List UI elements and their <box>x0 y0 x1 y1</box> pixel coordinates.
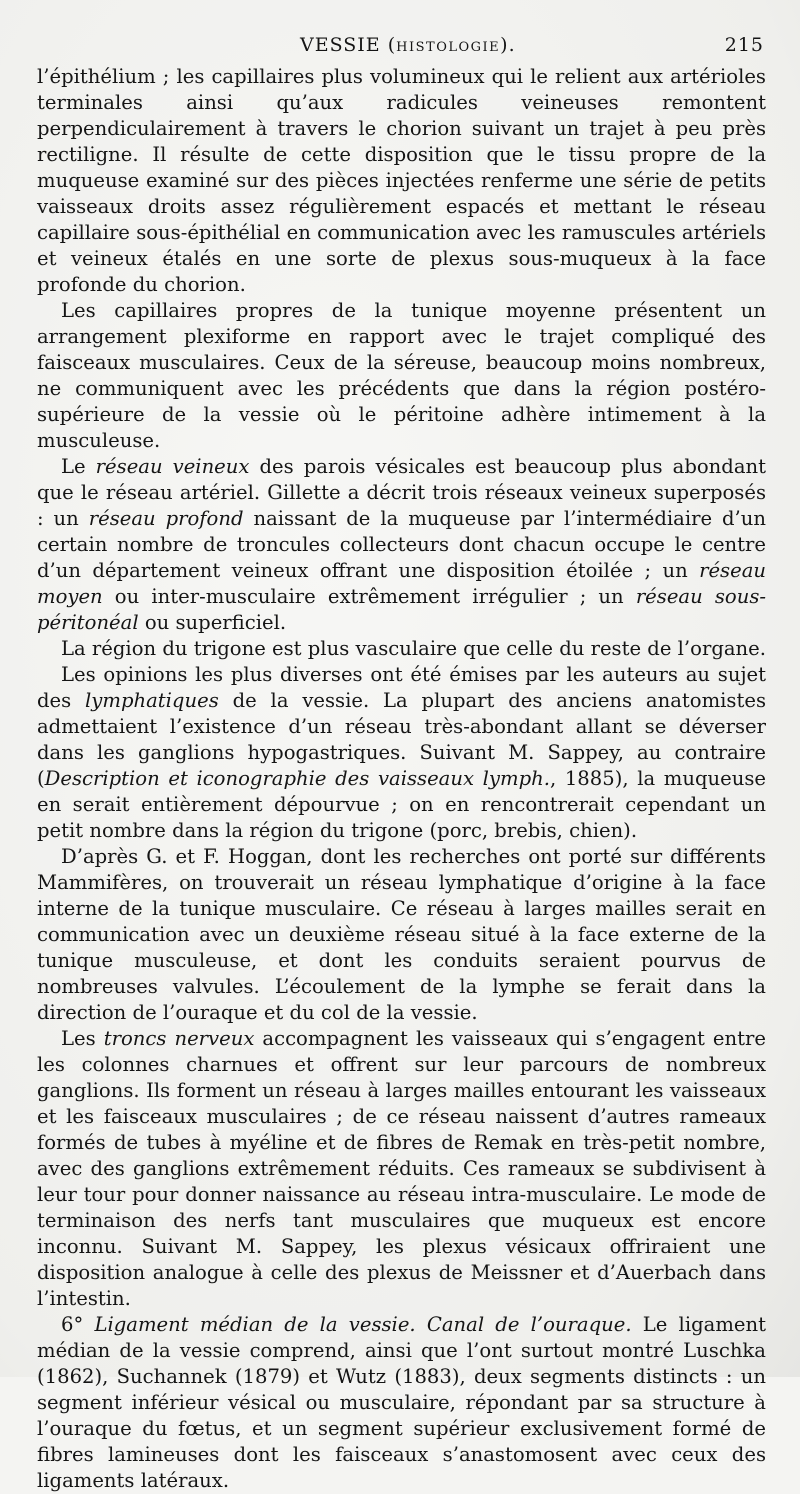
italic-run: réseau veineux <box>95 455 250 478</box>
paragraph <box>37 662 766 844</box>
paragraph <box>37 454 766 636</box>
body-text <box>37 64 766 1494</box>
italic-run: lymphatiques <box>85 689 219 712</box>
text-run: Les capillaires propres de la tunique moyenne présentent un arrangement plexiforme en rapport avec le trajet compliqué des faisceaux musculaires. Ceux de la séreuse, beaucoup moins nombreux, ne communiquent avec les précédents que dans la région postéro-supérieure de la vessie où le péritoine adhère intimement à la musculeuse. <box>37 299 766 452</box>
text-run: accompagnent les vaisseaux qui s’engagent entre les colonnes charnues et offrent sur leur parcours de nombreux ganglions. Ils forment un réseau à larges mailles entourant les vaisseaux et les faisceaux musculaires ; de ce réseau naissent d’autres rameaux formés de tubes à myéline et de fibres de Remak en très-petit nombre, avec des ganglions extrêmement réduits. Ces rameaux se subdivisent à leur tour pour donner naissance au réseau intra-musculaire. Le mode de terminaison des nerfs tant musculaires que muqueux est encore inconnu. Suivant M. Sappey, les plexus vésicaux offriraient une disposition analogue à celle des plexus de Meissner et d’Auerbach dans l’intestin. <box>37 1027 766 1310</box>
text-run: D’après G. et F. Hoggan, dont les recherches ont porté sur différents Mammifères, on trouverait un réseau lymphatique d’origine à la face interne de la tunique musculaire. Ce réseau à larges mailles serait en communication avec un deuxième réseau situé à la face externe de la tunique musculeuse, et dont les conduits seraient pourvus de nombreuses valvules. L’écoulement de la lymphe se ferait dans la direction de l’ouraque et du col de la vessie. <box>37 845 766 1024</box>
italic-run: réseau sous-péritonéal <box>37 585 767 634</box>
page-number: 215 <box>724 34 764 56</box>
paragraph <box>37 1026 766 1312</box>
text-run: ou superficiel. <box>138 611 287 634</box>
italic-run: réseau moyen <box>37 559 766 608</box>
running-header <box>37 30 766 64</box>
text-run: , 1885), la muqueuse en serait entièrement dépourvue ; on en rencontrerait cependant un petit nombre dans la région du trigone (porc, brebis, chien). <box>37 767 766 842</box>
text-run: La région du trigone est plus vasculaire que celle du reste de l’organe. <box>61 637 766 660</box>
italic-run: réseau profond <box>88 507 244 530</box>
text-run: l’épithélium ; les capillaires plus volumineux qui le relient aux artérioles terminales ainsi qu’aux radicules veineuses remontent perpendiculairement à travers le chorion suivant un trajet à peu près rectiligne. Il résulte de cette disposition que le tissu propre de la muqueuse examiné sur des pièces injectées renferme une série de petits vaisseaux droits assez régulièrement espacés et mettant le réseau capillaire sous-épithélial en communication avec les ramuscules artériels et veineux étalés en une sorte de plexus sous-muqueux à la face profonde du chorion. <box>37 65 766 296</box>
running-title-open: ( <box>387 34 397 56</box>
text-run: de la vessie. La plupart des anciens anatomistes admettaient l’existence d’un réseau très-abondant allant se déverser dans les ganglions hypogastriques. Suivant M. Sappey, au contraire ( <box>37 689 767 790</box>
text-run: naissant de la muqueuse par l’intermédiaire d’un certain nombre de troncules collecteurs dont chacun occupe le centre d’un département veineux offrant une disposition étoilée ; un <box>37 507 766 582</box>
paragraph <box>37 64 766 298</box>
paragraph <box>37 844 766 1026</box>
running-title-subtitle: HISTOLOGIE <box>396 40 501 55</box>
text-run: Les opinions les plus diverses ont été émises par les auteurs au sujet des <box>37 663 766 712</box>
italic-run: Description et iconographie des vaisseaux lymph. <box>44 767 550 790</box>
text-run: ou inter-musculaire extrêmement irrégulier ; un <box>102 585 636 608</box>
italic-run: Ligament médian de la vessie. Canal de l’ouraque. <box>94 1313 632 1336</box>
paragraph <box>37 1312 766 1494</box>
italic-run: troncs nerveux <box>103 1027 255 1050</box>
text-run: Les <box>61 1027 104 1050</box>
text-run: Le ligament médian de la vessie comprend, ainsi que l’ont surtout montré Luschka (1862), Suchannek (1879) et Wutz (1883), deux segments distincts : un segment inférieur vésical ou musculaire, répondant par sa structure à l’ouraque du fœtus, et un segment supérieur exclusivement formé de fibres lamineuses dont les faisceaux s’anastomosent avec ceux des ligaments latéraux. <box>37 1313 766 1492</box>
running-title-close: ). <box>500 34 516 56</box>
text-run: 6° <box>61 1313 95 1336</box>
running-title-main: VESSIE <box>300 34 381 56</box>
running-title <box>300 34 516 56</box>
paragraph <box>37 636 766 662</box>
text-run: des parois vésicales est beaucoup plus abondant que le réseau artériel. Gillette a décrit trois réseaux veineux superposés : un <box>37 455 766 530</box>
paragraph <box>37 298 766 454</box>
text-run: Le <box>61 455 96 478</box>
